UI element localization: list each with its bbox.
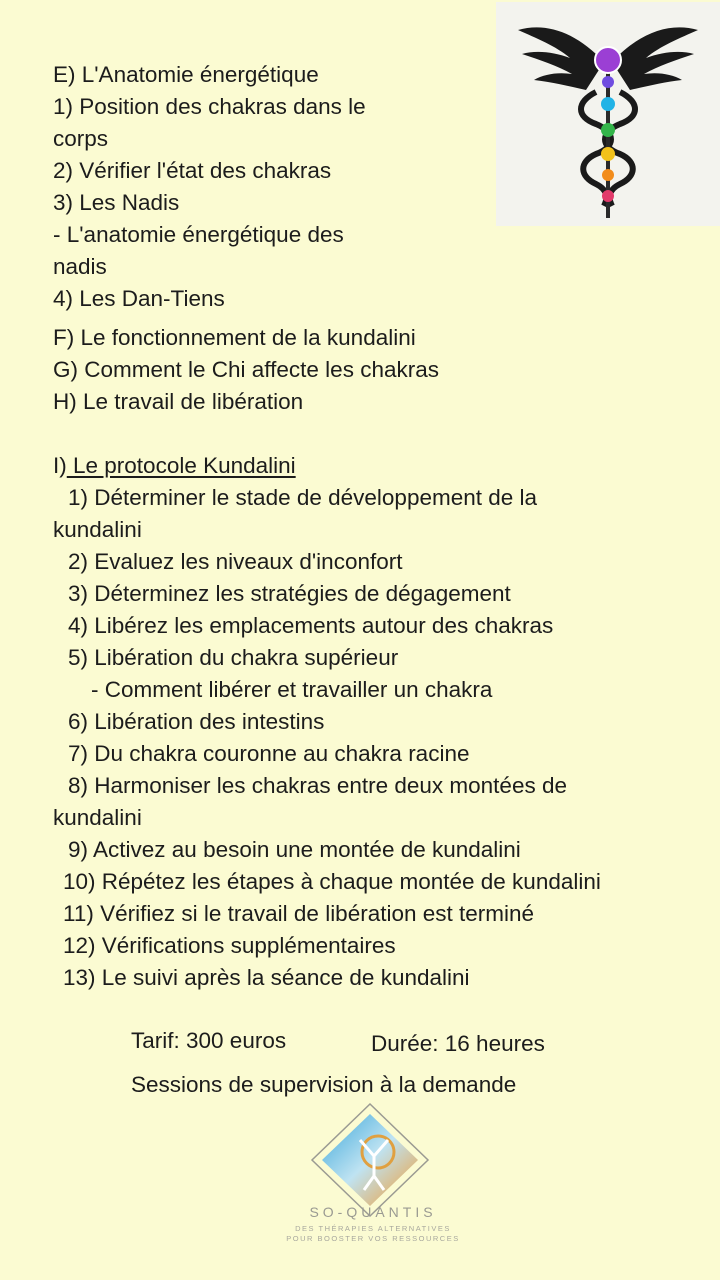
chakra-caduceus-illustration xyxy=(496,2,720,226)
protocol-item-6: 6) Libération des intestins xyxy=(68,709,325,734)
protocol-item-10: 10) Répétez les étapes à chaque montée de kundalini xyxy=(63,869,601,894)
price-label: Tarif: 300 euros xyxy=(131,1028,287,1053)
caduceus-icon xyxy=(496,2,720,226)
section-e-item-2: 2) Vérifier l'état des chakras xyxy=(53,158,332,183)
protocol-item-9: 9) Activez au besoin une montée de kundalini xyxy=(68,837,521,862)
protocol-item-13: 13) Le suivi après la séance de kundalini xyxy=(63,965,470,990)
protocol-item-1: 1) Déterminer le stade de développement de la xyxy=(68,485,538,510)
section-e-title: E) L'Anatomie énergétique xyxy=(53,62,319,87)
section-g-title: G) Comment le Chi affecte les chakras xyxy=(53,357,439,382)
protocol-item-12: 12) Vérifications supplémentaires xyxy=(63,933,396,958)
section-f-title: F) Le fonctionnement de la kundalini xyxy=(53,325,416,350)
section-e-item-4: 4) Les Dan-Tiens xyxy=(53,286,225,311)
protocol-item-5: 5) Libération du chakra supérieur xyxy=(68,645,399,670)
protocol-item-5-sub: - Comment libérer et travailler un chakra xyxy=(91,677,493,702)
section-e-item-1-cont: corps xyxy=(53,126,109,151)
section-i-heading xyxy=(53,450,296,482)
brand-name: SO-QUANTIS xyxy=(309,1204,437,1220)
protocol-item-3: 3) Déterminez les stratégies de dégagement xyxy=(68,581,511,606)
protocol-item-4: 4) Libérez les emplacements autour des chakras xyxy=(68,613,554,638)
protocol-item-11: 11) Vérifiez si le travail de libération est terminé xyxy=(63,901,535,926)
protocol-item-8: 8) Harmoniser les chakras entre deux montées de xyxy=(68,773,567,798)
protocol-item-1-cont: kundalini xyxy=(53,517,142,542)
section-e-item-3-sub-cont: nadis xyxy=(53,254,107,279)
section-e-item-3: 3) Les Nadis xyxy=(53,190,180,215)
duration-label: Durée: 16 heures xyxy=(371,1031,545,1056)
protocol-item-7: 7) Du chakra couronne au chakra racine xyxy=(68,741,470,766)
brand-tagline-2: POUR BOOSTER VOS RESSOURCES xyxy=(286,1234,460,1243)
section-h-title: H) Le travail de libération xyxy=(53,389,304,414)
section-i-title: Le protocole Kundalini xyxy=(66,453,296,478)
brand-tagline-1: DES THÉRAPIES ALTERNATIVES xyxy=(295,1224,451,1233)
protocol-item-8-cont: kundalini xyxy=(53,805,142,830)
supervision-label: Sessions de supervision à la demande xyxy=(131,1072,517,1097)
section-e-item-1: 1) Position des chakras dans le xyxy=(53,94,366,119)
section-i-prefix: I) xyxy=(53,453,67,478)
section-e-item-3-sub: - L'anatomie énergétique des xyxy=(53,222,344,247)
protocol-item-2: 2) Evaluez les niveaux d'inconfort xyxy=(68,549,403,574)
